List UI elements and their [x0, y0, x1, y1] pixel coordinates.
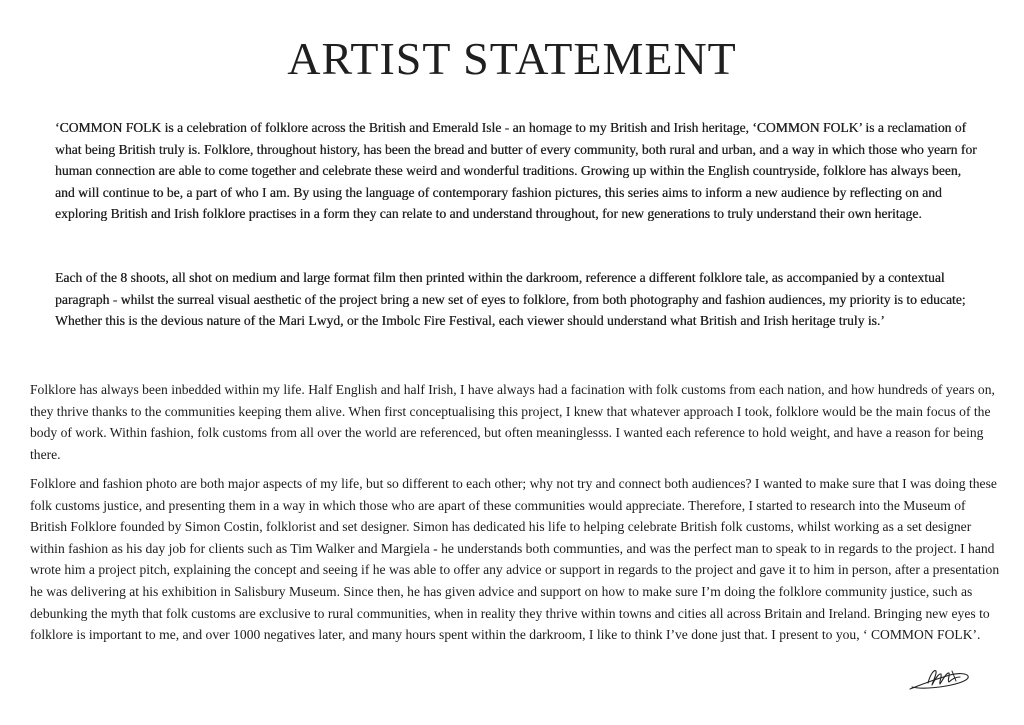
quote-paragraph: ‘COMMON FOLK is a celebration of folklore across the British and Emerald Isle - an homage to my British and Irish heritage, ‘COMMON FOLK’ is a reclamation of what being British truly is. Folklore, throughout history, has been the bread and butter of every community, both rural and urban, and a way in which those who yearn for human connection are able to come together and celebrate these weird and wonderful traditions. Growing up within the English countryside, folklore has always been, and will continue to be, a part of who I am. By using the language of contemporary fashion pictures, this series aims to inform a new audience by reflecting on and exploring British and Irish folklore practises in a form they can relate to and understand throughout, for new generations to truly understand their own heritage. [55, 120, 977, 222]
body-paragraph: Folklore has always been inbedded within my life. Half English and half Irish, I have always had a facination with folk customs from each nation, and how hundreds of years on, they thrive thanks to the communities keeping them alive. When first conceptualising this project, I knew that whatever approach I took, folklore would be the main focus of the body of work. Within fashion, folk customs from all over the world are referenced, but often meaninglesss. I wanted each reference to hold weight, and have a reason for being there. [30, 382, 995, 462]
body-paragraph: Folklore and fashion photo are both major aspects of my life, but so different to each other; why not try and connect both audiences? I wanted to make sure that I was doing these folk customs justice, and presenting them in a way in which those who are apart of these communities would appreciate. Therefore, I started to research into the Museum of British Folklore founded by Simon Costin, folklorist and set designer. Simon has dedicated his life to helping celebrate British folk customs, whilst working as a set designer within fashion as his day job for clients such as Tim Walker and Margiela - he understands both communties, and was the perfect man to speak to in regards to the project. I hand wrote him a project pitch, explaining the concept and seeing if he was able to offer any advice or support in regards to the project and gave it to him in person, after a presentation he was delivering at his exhibition in Salisbury Museum. Since then, he has given advice and support on how to make sure I’m doing the folklore community justice, such as debunking the myth that folk customs are exclusive to rural communities, when in reality they thrive within towns and cities all across Britain and Ireland. Bringing new eyes to folklore is important to me, and over 1000 negatives later, and many hours spent within the darkroom, I like to think I’ve done just that. I present to you, ‘ COMMON FOLK’. [30, 476, 1000, 643]
signature-icon [906, 665, 976, 693]
quote-paragraph: Each of the 8 shoots, all shot on medium and large format film then printed within the darkroom, reference a different folklore tale, as accompanied by a contextual paragraph - whilst the surreal visual aesthetic of the project bring a new set of eyes to folklore, from both photography and fashion audiences, my priority is to educate; Whether this is the devious nature of the Mari Lwyd, or the Imbolc Fire Festival, each viewer should understand what British and Irish heritage truly is.’ [55, 270, 966, 329]
signature-image [906, 665, 976, 693]
page-title: ARTIST STATEMENT [287, 33, 737, 84]
